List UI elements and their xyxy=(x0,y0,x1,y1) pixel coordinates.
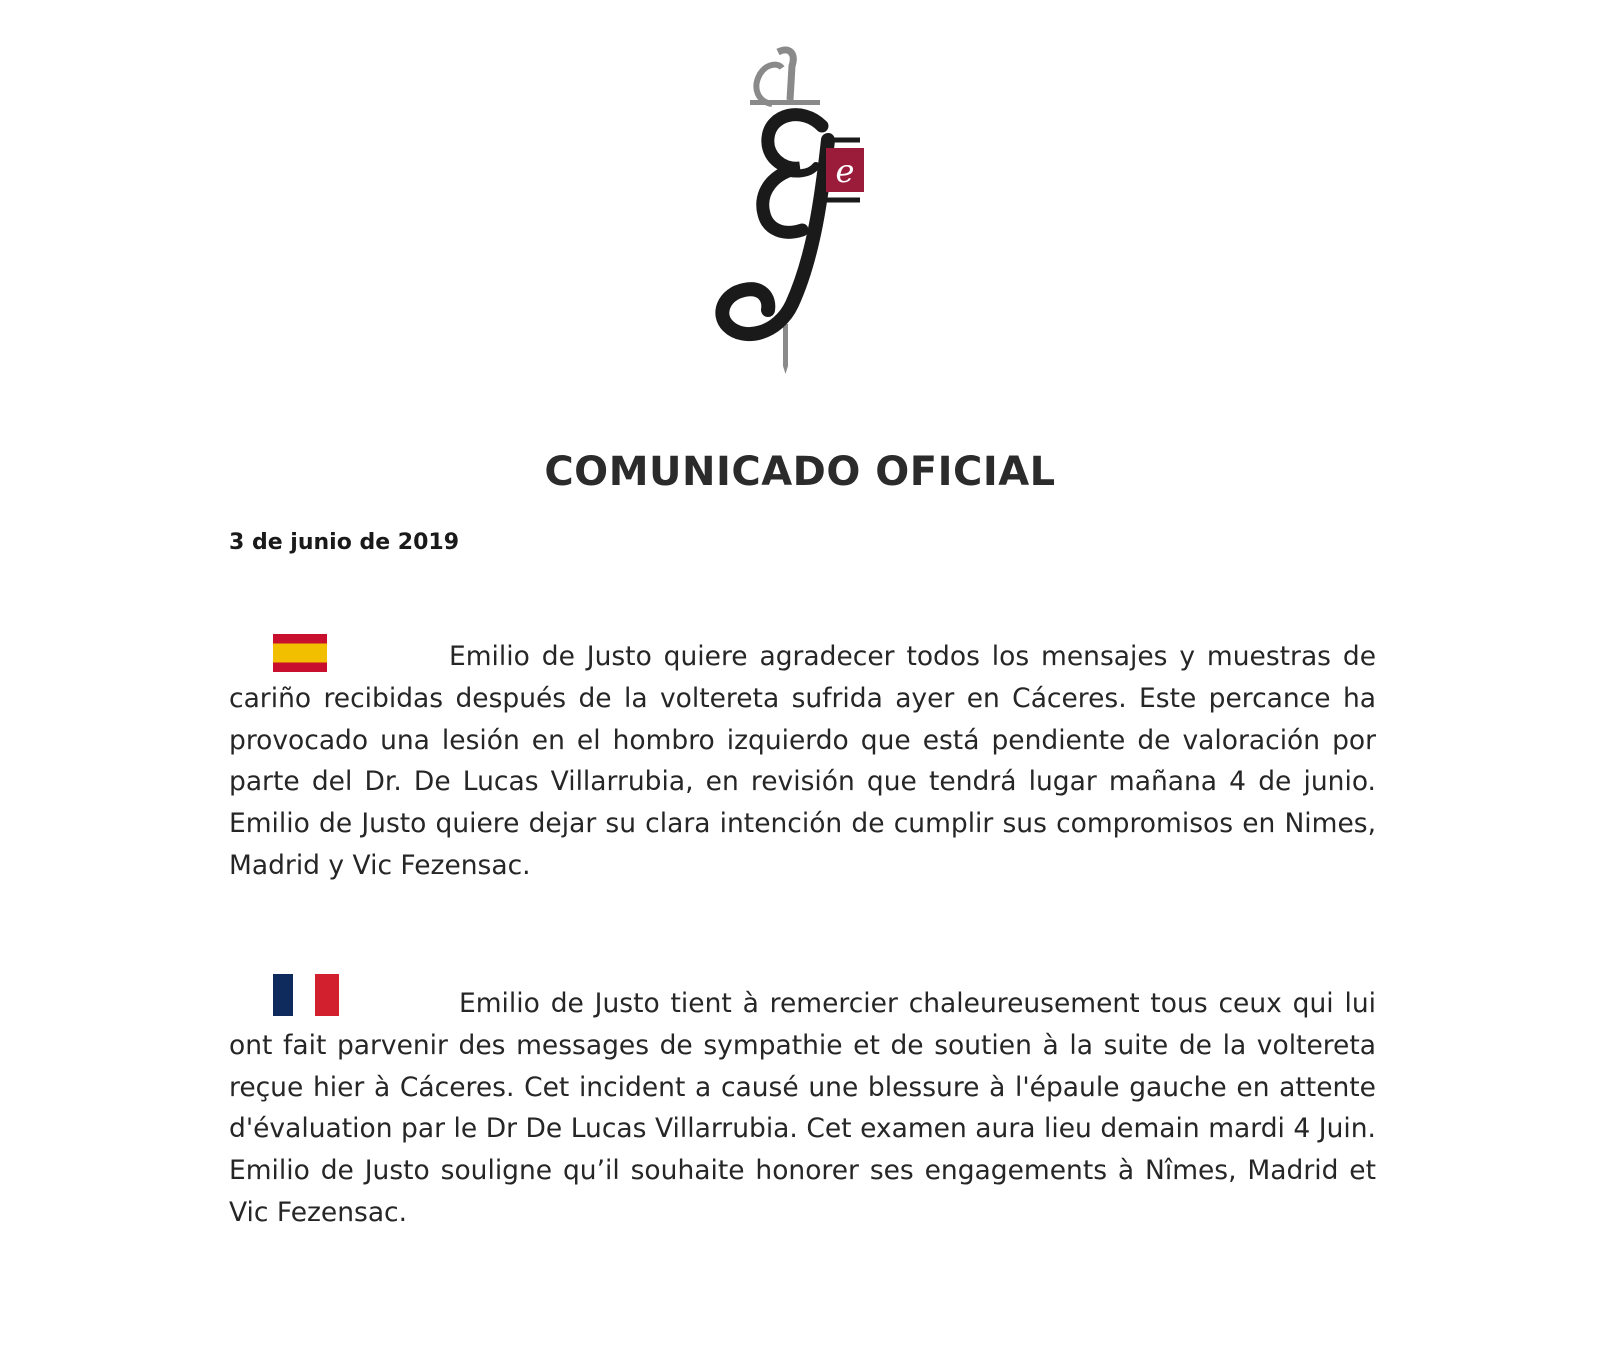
section-french xyxy=(229,983,1376,1234)
french-paragraph: Emilio de Justo tient à remercier chaleureusement tous ceux qui lui ont fait parvenir des messages de sympathie et de soutien à la suite de la voltereta reçue hier à Cáceres. Cet incident a causé une blessure à l'épaule gauche en attente d'évaluation par le Dr De Lucas Villarrubia. Cet examen aura lieu demain mardi 4 Juin. Emilio de Justo souligne qu’il souhaite honorer ses engagements à Nîmes, Madrid et Vic Fezensac. xyxy=(229,988,1376,1228)
france-flag-icon xyxy=(273,974,339,1016)
spanish-paragraph: Emilio de Justo quiere agradecer todos los mensajes y muestras de cariño recibidas después de la voltereta sufrida ayer en Cáceres. Este percance ha provocado una lesión en el hombro izquierdo que está pendiente de valoración por parte del Dr. De Lucas Villarrubia, en revisión que tendrá lugar mañana 4 de junio. Emilio de Justo quiere dejar su clara intención de cumplir sus compromisos en Nimes, Madrid y Vic Fezensac. xyxy=(229,641,1376,881)
document-date: 3 de junio de 2019 xyxy=(229,530,460,555)
svg-text:e: e xyxy=(835,152,855,190)
sword-monogram-logo-icon xyxy=(710,44,890,384)
spain-flag-icon xyxy=(273,634,327,672)
section-spanish xyxy=(229,636,1376,887)
document-title: COMUNICADO OFICIAL xyxy=(544,449,1056,495)
brand-logo xyxy=(710,44,890,384)
